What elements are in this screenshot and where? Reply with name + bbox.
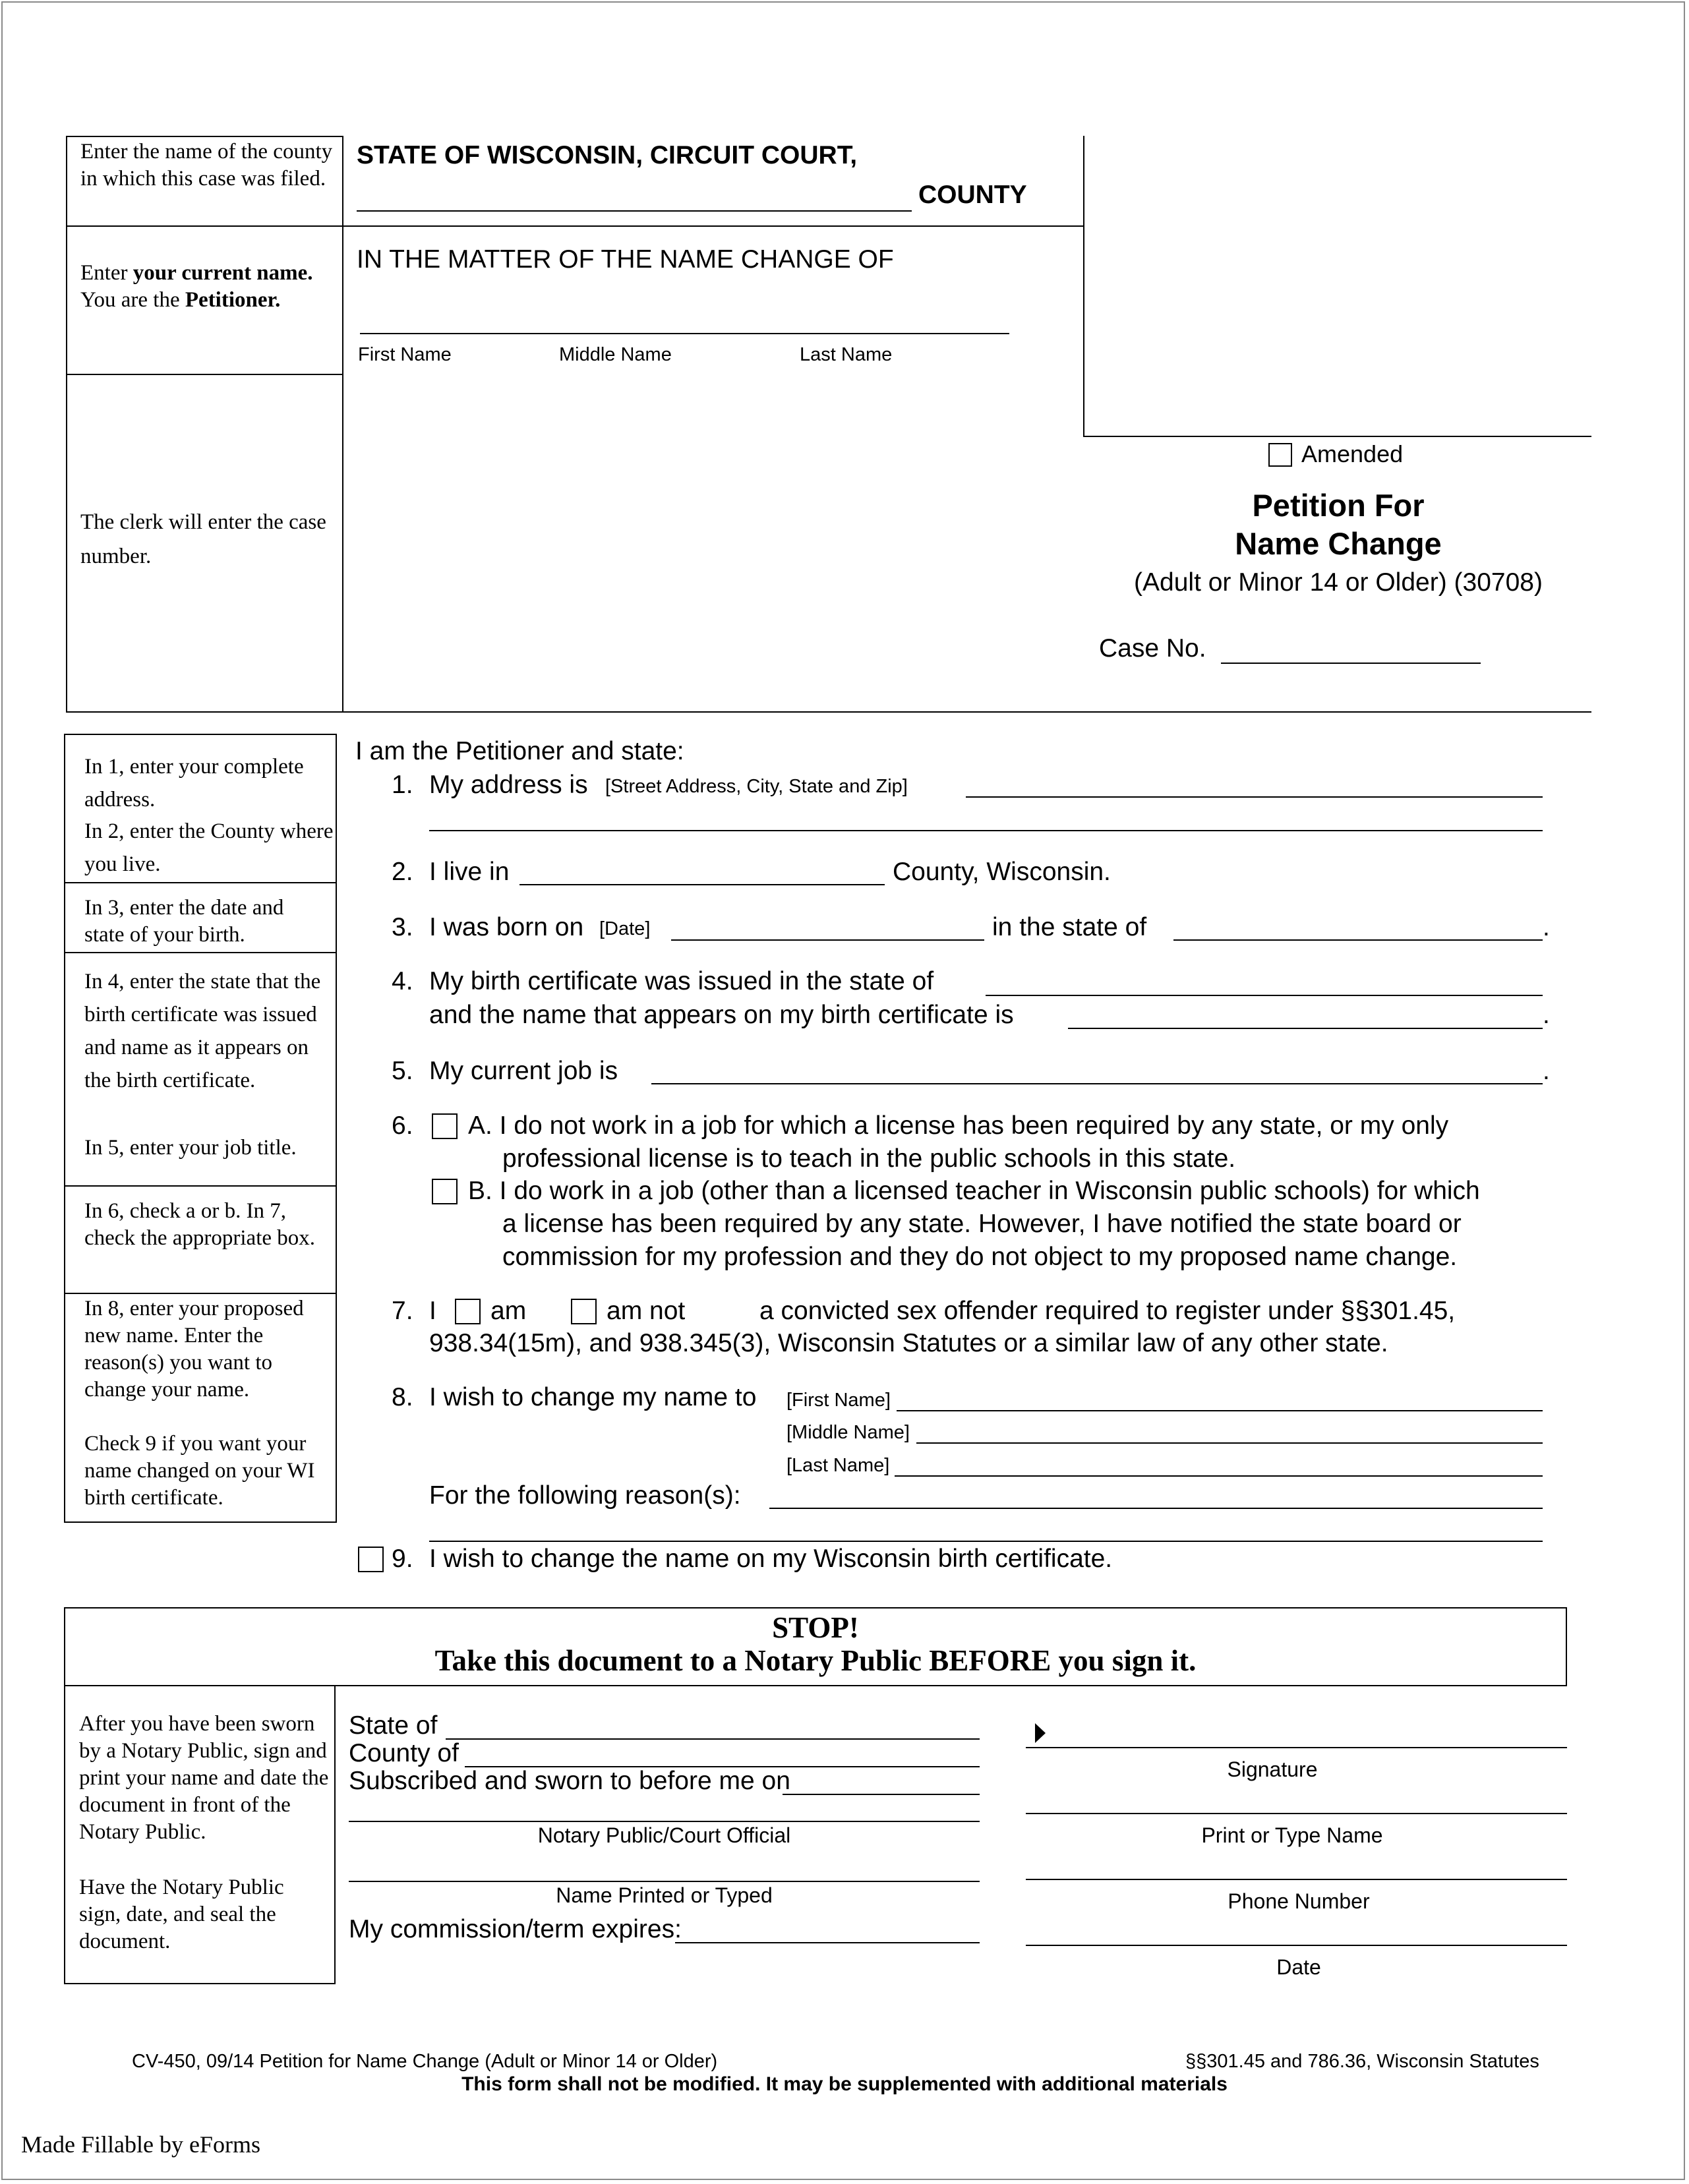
rule [66,225,1084,227]
option-6a-text-cont: professional license is to teach in the public schools in this state. [502,1144,1236,1173]
new-name-label: I wish to change my name to [429,1383,757,1411]
certificate-name-line[interactable] [1068,1028,1543,1029]
rule [66,136,67,713]
address-label: My address is [429,771,588,799]
petitioner-name-line[interactable] [360,333,1009,334]
reasons-label: For the following reason(s): [429,1481,741,1510]
rule [64,1293,337,1294]
form-subtitle: (Adult or Minor 14 or Older) (30708) [1134,568,1543,597]
certificate-name-label: and the name that appears on my birth certificate is [429,1001,1014,1029]
address-line-2[interactable] [429,830,1543,831]
option-6b-text-cont: a license has been required by any state. However, I have notified the state board or [502,1210,1462,1238]
county-label: COUNTY [918,181,1027,209]
item-number: 9. [392,1545,413,1573]
new-last-hint: [Last Name] [786,1455,890,1476]
sworn-label: Subscribed and sworn to before me on [349,1767,790,1795]
signature-arrow-icon [1035,1723,1047,1743]
notary-name-line[interactable] [349,1881,980,1882]
rule [1083,136,1084,436]
amended-label: Amended [1301,440,1404,467]
birth-cert-instruction: Check 9 if you want your name changed on your WI birth certificate. [84,1432,315,1510]
birth-cert-change-text: I wish to change the name on my Wisconsin birth certificate. [429,1545,1113,1573]
rule [66,711,1591,713]
certificate-state-label: My birth certificate was issued in the state of [429,967,934,995]
notary-instruction: After you have been sworn by a Notary Public, sign and print your name and date the document in front of the Notary Public. [79,1712,329,1844]
form-id: CV-450, 09/14 Petition for Name Change (Adult or Minor 14 or Older) [132,2051,718,2072]
period: . [1543,1057,1550,1085]
license-instruction: In 6, check a or b. In 7, check the appropriate box. [84,1199,316,1250]
sex-offender-text-cont: 938.34(15m), and 938.345(3), Wisconsin Statutes or a similar law of any other state. [429,1329,1388,1357]
petitioner-signature-line[interactable] [1026,1747,1567,1748]
option-6b-text: B. I do work in a job (other than a licensed teacher in Wisconsin public schools) for which [468,1177,1480,1205]
am-checkbox[interactable] [455,1299,481,1324]
case-no-label: Case No. [1099,634,1206,663]
rule [64,882,337,883]
county-live-instruction: In 2, enter the County where you live. [84,819,334,876]
county-input-line[interactable] [357,210,912,212]
item-number: 4. [392,967,413,995]
stop-text: Take this document to a Notary Public BEFORE you sign it. [434,1644,1197,1677]
middle-name-label: Middle Name [559,344,672,365]
job-instruction: In 5, enter your job title. [84,1136,297,1160]
period: . [1543,913,1550,941]
birth-date-line[interactable] [671,939,984,941]
rule [66,374,343,375]
phone-label: Phone Number [1228,1889,1370,1913]
address-hint: [Street Address, City, State and Zip] [605,776,908,797]
notary-state-line[interactable] [446,1738,980,1740]
first-name-label: First Name [358,344,452,365]
rule [64,1185,337,1187]
county-wisconsin-label: County, Wisconsin. [893,858,1111,886]
county-live-line[interactable] [519,884,885,885]
option-6b-text-cont: commission for my profession and they do not object to my proposed name change. [502,1243,1458,1271]
sex-offender-text: a convicted sex offender required to register under §§301.45, [759,1297,1456,1325]
phone-line[interactable] [1026,1879,1567,1880]
date-hint: [Date] [599,918,651,939]
print-name-line[interactable] [1026,1813,1567,1814]
state-of-label: in the state of [992,913,1147,941]
item-number: 6. [392,1111,413,1140]
birth-state-line[interactable] [1173,939,1543,941]
case-no-line[interactable] [1221,663,1481,664]
county-instruction: Enter the name of the county in which this case was filed. [80,140,333,191]
new-first-hint: [First Name] [786,1390,891,1411]
new-last-name-line[interactable] [895,1475,1543,1477]
sworn-date-line[interactable] [783,1794,980,1795]
commission-label: My commission/term expires: [349,1915,682,1943]
item-number: 1. [392,771,413,799]
item-number: 8. [392,1383,413,1411]
county-of-label: County of [349,1739,459,1767]
form-title: Petition For Name Change [1235,488,1442,561]
matter-heading: IN THE MATTER OF THE NAME CHANGE OF [357,245,894,274]
signature-label: Signature [1227,1757,1318,1781]
reasons-line-1[interactable] [769,1508,1543,1509]
notary-signature-line[interactable] [349,1821,980,1822]
intro-statement: I am the Petitioner and state: [355,737,684,765]
address-line-1[interactable] [966,796,1543,798]
last-name-label: Last Name [800,344,893,365]
name-printed-label: Name Printed or Typed [556,1883,773,1907]
option-6a-checkbox[interactable] [432,1113,458,1139]
reasons-line-2[interactable] [429,1541,1543,1542]
certificate-state-line[interactable] [986,995,1543,996]
item-number: 3. [392,913,413,941]
period: . [1543,1001,1550,1029]
item-number: 5. [392,1057,413,1085]
address-instruction: In 1, enter your complete address. [84,755,304,812]
print-name-label: Print or Type Name [1201,1823,1383,1847]
amended-checkbox[interactable] [1268,443,1292,467]
item-7-i: I [429,1297,436,1325]
statutes: §§301.45 and 786.36, Wisconsin Statutes [1185,2051,1539,2072]
notary-seal-instruction: Have the Notary Public sign, date, and seal the document. [79,1875,284,1953]
am-not-label: am not [607,1297,686,1325]
state-of-label: State of [349,1711,438,1740]
rule [64,952,337,953]
new-name-instruction: In 8, enter your proposed new name. Enter the reason(s) you want to change your name. [84,1297,304,1402]
am-not-checkbox[interactable] [571,1299,597,1324]
commission-line[interactable] [675,1942,980,1943]
date-line[interactable] [1026,1945,1567,1946]
modification-notice: This form shall not be modified. It may be supplemented with additional materials [461,2073,1228,2095]
job-line[interactable] [651,1083,1543,1084]
new-first-name-line[interactable] [897,1410,1543,1411]
notary-official-label: Notary Public/Court Official [537,1823,791,1847]
stop-heading: STOP! [772,1611,859,1644]
birth-instruction: In 3, enter the date and state of your birth. [84,896,284,947]
certificate-instruction: In 4, enter the state that the birth certificate was issued and name as it appears on the birth certificate. [84,970,321,1092]
name-instruction: Enter your current name. You are the Petitioner. [80,261,313,312]
option-6a-text: A. I do not work in a job for which a license has been required by any state, or my only [468,1111,1449,1140]
date-label: Date [1276,1955,1321,1979]
live-in-label: I live in [429,858,510,886]
clerk-instruction: The clerk will enter the case number. [80,510,326,568]
eforms-credit: Made Fillable by eForms [21,2131,260,2158]
court-heading: STATE OF WISCONSIN, CIRCUIT COURT, [357,141,858,169]
birth-cert-change-checkbox[interactable] [358,1547,384,1572]
am-label: am [490,1297,527,1325]
rule [342,136,343,713]
item-number: 7. [392,1297,413,1325]
new-middle-name-line[interactable] [916,1442,1543,1444]
job-label: My current job is [429,1057,618,1085]
rule [66,136,343,137]
born-on-label: I was born on [429,913,584,941]
rule [1083,436,1591,437]
item-number: 2. [392,858,413,886]
new-middle-hint: [Middle Name] [786,1422,910,1443]
option-6b-checkbox[interactable] [432,1179,458,1204]
